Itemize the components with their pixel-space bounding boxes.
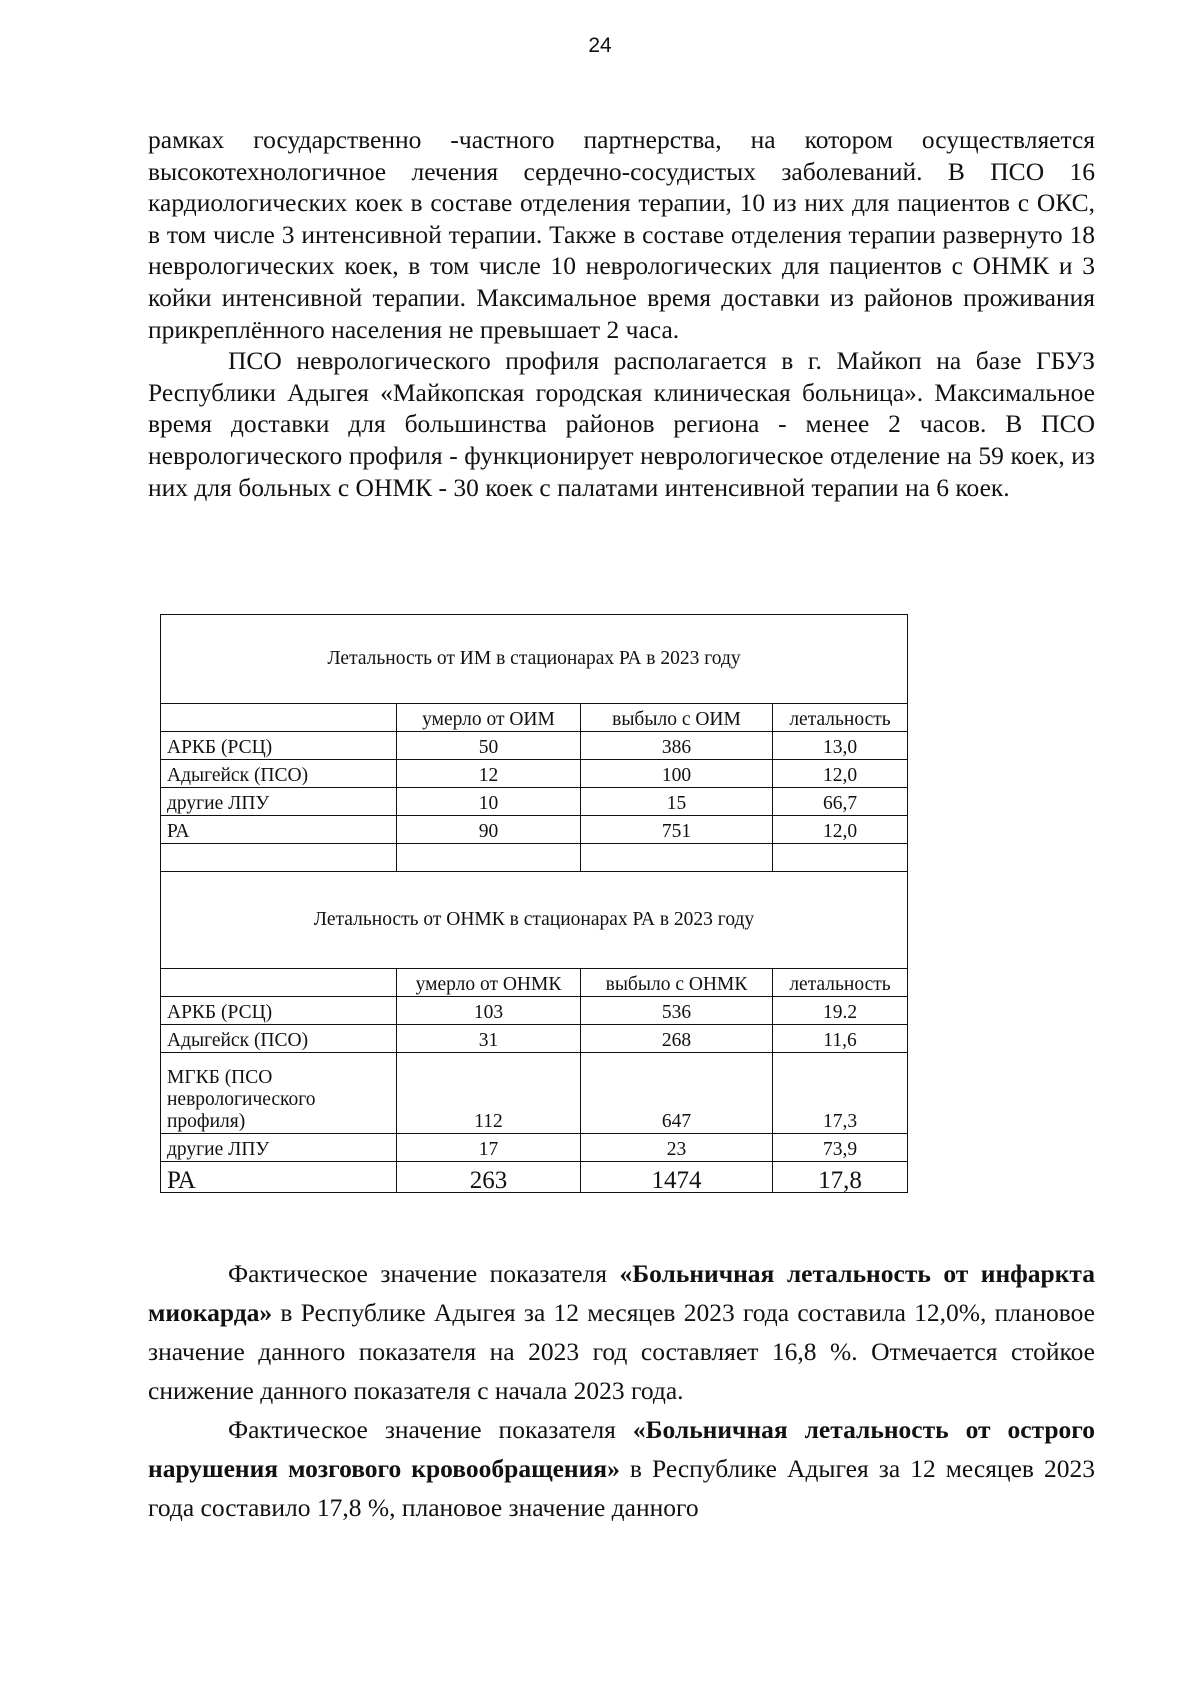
table-cell: 268 (581, 1025, 773, 1053)
table-cell: 1474 (581, 1162, 773, 1193)
table-cell: 66,7 (773, 788, 908, 816)
table-cell: другие ЛПУ (161, 788, 397, 816)
table-header-cell (161, 704, 397, 732)
table-empty-cell (161, 844, 397, 872)
table-cell: 13,0 (773, 732, 908, 760)
top-text-block (148, 124, 1095, 503)
bottom-text-block (148, 1254, 1095, 1527)
indicator-name-stroke: «Больничная летальность от острого нарушения мозгового кровообращения» (148, 1415, 1095, 1483)
table-cell: другие ЛПУ (161, 1134, 397, 1162)
table-cell: Адыгейск (ПСО) (161, 1025, 397, 1053)
table-header-cell (161, 969, 397, 997)
table-cell: 23 (581, 1134, 773, 1162)
paragraph-3 (148, 1254, 1095, 1410)
table-cell: 17,8 (773, 1162, 908, 1193)
indicator-name-mi: «Больничная летальность от инфаркта миокарда» (148, 1259, 1096, 1327)
table-im-caption: Летальность от ИМ в стационарах РА в 2023 году (161, 615, 908, 704)
table-cell: 751 (581, 816, 773, 844)
table-row (161, 1134, 908, 1162)
paragraph-4-rest: в Республике Адыгея за 12 месяцев 2023 года составило 17,8 %, плановое значение данного (148, 1454, 1095, 1522)
paragraph-3-rest: в Республике Адыгея за 12 месяцев 2023 года составила 12,0%, плановое значение данного показателя на 2023 год составляет 16,8 %. Отмечается стойкое снижение данного показателя с начала 2023 года. (148, 1298, 1095, 1405)
table-row (161, 1025, 908, 1053)
table-row (161, 788, 908, 816)
paragraph-2: ПСО неврологического профиля располагается в г. Майкоп на базе ГБУЗ Республики Адыгея «Майкопская городская клиническая больница». Максимальное время доставки для большинства районов региона - менее 2 часов. В ПСО неврологического профиля - функционирует неврологическое отделение на 59 коек, из них для больных с ОНМК - 30 коек с палатами интенсивной терапии на 6 коек. (148, 346, 1095, 502)
table-cell: РА (161, 1162, 397, 1193)
table-empty-cell (397, 844, 581, 872)
table-cell: 17 (397, 1134, 581, 1162)
table-cell: 100 (581, 760, 773, 788)
paragraph-4 (148, 1410, 1095, 1527)
table-header-cell: выбыло с ОИМ (581, 704, 773, 732)
table-cell: 90 (397, 816, 581, 844)
table-cell: 12 (397, 760, 581, 788)
table-cell: 11,6 (773, 1025, 908, 1053)
table-caption-row (161, 615, 908, 704)
table-header-cell: умерло от ОИМ (397, 704, 581, 732)
paragraph-3-intro: Фактическое значение показателя (228, 1259, 620, 1288)
table-cell: 31 (397, 1025, 581, 1053)
table-empty-cell (581, 844, 773, 872)
table-caption-row (161, 872, 908, 969)
table-row (161, 1162, 908, 1193)
table-header-row (161, 969, 908, 997)
table-empty-cell (773, 844, 908, 872)
table-cell: 10 (397, 788, 581, 816)
table-row (161, 760, 908, 788)
table-header-cell: летальность (773, 704, 908, 732)
table-cell: 103 (397, 997, 581, 1025)
table-cell: 647 (581, 1053, 773, 1134)
page-number: 24 (588, 34, 612, 57)
paragraph-4-intro: Фактическое значение показателя (228, 1415, 633, 1444)
table-cell: МГКБ (ПСО неврологического профиля) (161, 1053, 397, 1134)
mortality-table (160, 614, 908, 1193)
table-cell: 50 (397, 732, 581, 760)
table-cell: 12,0 (773, 760, 908, 788)
table-cell: Адыгейск (ПСО) (161, 760, 397, 788)
table-cell: РА (161, 816, 397, 844)
table-header-cell: выбыло с ОНМК (581, 969, 773, 997)
table-cell: 73,9 (773, 1134, 908, 1162)
table-cell: 386 (581, 732, 773, 760)
table-onmk-caption: Летальность от ОНМК в стационарах РА в 2023 году (161, 872, 908, 969)
paragraph-1: рамках государственно -частного партнерства, на котором осуществляется высокотехнологичное лечения сердечно-сосудистых заболеваний. В ПСО 16 кардиологических коек в составе отделения терапии, 10 из них для пациентов с ОКС, в том числе 3 интенсивной терапии. Также в составе отделения терапии развернуто 18 неврологических коек, в том числе 10 неврологических для пациентов с ОНМК и 3 койки интенсивной терапии. Максимальное время доставки из районов проживания прикреплённого населения не превышает 2 часа. (148, 125, 1095, 344)
table-header-cell: летальность (773, 969, 908, 997)
table-cell: АРКБ (РСЦ) (161, 997, 397, 1025)
table-row (161, 1053, 908, 1134)
table-cell: 19.2 (773, 997, 908, 1025)
table-header-row (161, 704, 908, 732)
table-header-cell: умерло от ОНМК (397, 969, 581, 997)
table-cell: 112 (397, 1053, 581, 1134)
table-cell: 536 (581, 997, 773, 1025)
table-cell: 15 (581, 788, 773, 816)
table-cell: 12,0 (773, 816, 908, 844)
table-empty-row (161, 844, 908, 872)
table-cell: АРКБ (РСЦ) (161, 732, 397, 760)
table-cell: 17,3 (773, 1053, 908, 1134)
table-row (161, 997, 908, 1025)
table-row (161, 732, 908, 760)
table-row (161, 816, 908, 844)
table-cell: 263 (397, 1162, 581, 1193)
